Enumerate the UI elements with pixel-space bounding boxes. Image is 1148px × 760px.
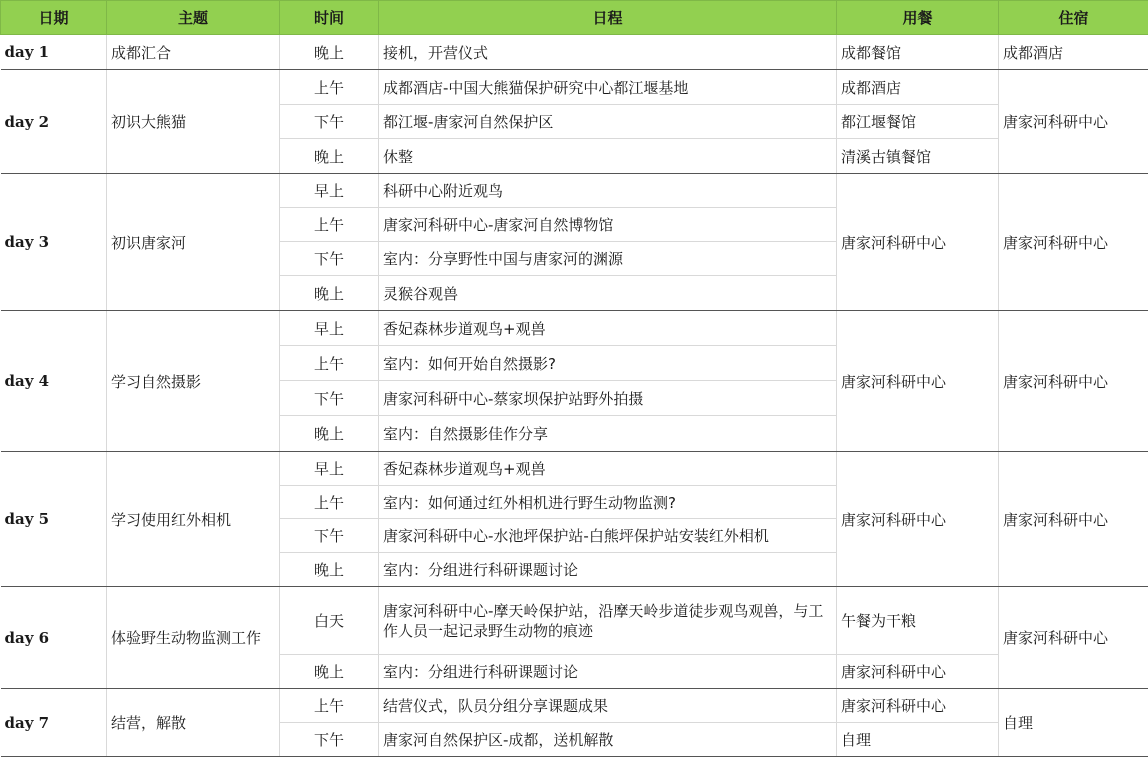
time-cell: 上午 (280, 208, 379, 242)
day-theme: 初识唐家河 (107, 174, 280, 311)
table-row (1, 587, 1148, 655)
day-theme: 学习自然摄影 (107, 311, 280, 452)
day-label: day 3 (1, 174, 107, 311)
schedule-cell: 唐家河科研中心-唐家河自然博物馆 (379, 208, 837, 242)
schedule-cell: 唐家河科研中心-水池坪保护站-白熊坪保护站安装红外相机 (379, 519, 837, 553)
lodging-cell: 唐家河科研中心 (999, 452, 1148, 587)
table-row (1, 311, 1148, 346)
time-cell: 上午 (280, 70, 379, 105)
time-cell: 下午 (280, 381, 379, 416)
meal-cell: 成都酒店 (837, 70, 999, 105)
time-cell: 下午 (280, 242, 379, 276)
table-row (1, 174, 1148, 208)
time-cell: 早上 (280, 452, 379, 486)
time-cell: 上午 (280, 486, 379, 519)
schedule-cell: 灵猴谷观兽 (379, 276, 837, 311)
schedule-cell: 室内：分组进行科研课题讨论 (379, 655, 837, 689)
time-cell: 晚上 (280, 655, 379, 689)
time-cell: 早上 (280, 311, 379, 346)
meal-cell: 唐家河科研中心 (837, 311, 999, 452)
meal-cell: 都江堰餐馆 (837, 105, 999, 139)
schedule-cell: 香妃森林步道观鸟+观兽 (379, 452, 837, 486)
header-row (1, 1, 1148, 35)
schedule-cell: 唐家河科研中心-摩天岭保护站，沿摩天岭步道徒步观鸟观兽，与工作人员一起记录野生动物的痕迹 (379, 587, 837, 655)
header-lodging: 住宿 (999, 1, 1148, 35)
table-row (1, 35, 1148, 70)
meal-cell: 自理 (837, 723, 999, 757)
day-theme: 学习使用红外相机 (107, 452, 280, 587)
time-cell: 晚上 (280, 416, 379, 452)
lodging-cell: 唐家河科研中心 (999, 311, 1148, 452)
lodging-cell: 唐家河科研中心 (999, 174, 1148, 311)
schedule-cell: 都江堰-唐家河自然保护区 (379, 105, 837, 139)
time-cell: 下午 (280, 519, 379, 553)
meal-cell: 唐家河科研中心 (837, 689, 999, 723)
header-theme: 主题 (107, 1, 280, 35)
table-row (1, 452, 1148, 486)
schedule-cell: 接机，开营仪式 (379, 35, 837, 70)
day-theme: 体验野生动物监测工作 (107, 587, 280, 689)
schedule-cell: 休整 (379, 139, 837, 174)
meal-cell: 唐家河科研中心 (837, 452, 999, 587)
time-cell: 晚上 (280, 276, 379, 311)
header-meals: 用餐 (837, 1, 999, 35)
time-cell: 上午 (280, 689, 379, 723)
meal-cell: 唐家河科研中心 (837, 655, 999, 689)
schedule-cell: 室内：如何开始自然摄影? (379, 346, 837, 381)
day-label: day 6 (1, 587, 107, 689)
schedule-cell: 成都酒店-中国大熊猫保护研究中心都江堰基地 (379, 70, 837, 105)
schedule-cell: 室内：分组进行科研课题讨论 (379, 553, 837, 587)
lodging-cell: 唐家河科研中心 (999, 587, 1148, 689)
schedule-cell: 室内：如何通过红外相机进行野生动物监测? (379, 486, 837, 519)
schedule-cell: 香妃森林步道观鸟+观兽 (379, 311, 837, 346)
day-label: day 5 (1, 452, 107, 587)
schedule-cell: 室内：自然摄影佳作分享 (379, 416, 837, 452)
time-cell: 上午 (280, 346, 379, 381)
header-schedule: 日程 (379, 1, 837, 35)
day-theme: 初识大熊猫 (107, 70, 280, 174)
schedule-cell: 唐家河自然保护区-成都，送机解散 (379, 723, 837, 757)
day-label: day 7 (1, 689, 107, 757)
table-row (1, 689, 1148, 723)
time-cell: 晚上 (280, 35, 379, 70)
schedule-cell: 室内：分享野性中国与唐家河的渊源 (379, 242, 837, 276)
meal-cell: 午餐为干粮 (837, 587, 999, 655)
time-cell: 晚上 (280, 139, 379, 174)
day-label: day 4 (1, 311, 107, 452)
time-cell: 晚上 (280, 553, 379, 587)
time-cell: 下午 (280, 723, 379, 757)
time-cell: 早上 (280, 174, 379, 208)
table-row (1, 70, 1148, 105)
schedule-cell: 结营仪式，队员分组分享课题成果 (379, 689, 837, 723)
meal-cell: 清溪古镇餐馆 (837, 139, 999, 174)
time-cell: 白天 (280, 587, 379, 655)
day-label: day 1 (1, 35, 107, 70)
schedule-cell: 唐家河科研中心-蔡家坝保护站野外拍摄 (379, 381, 837, 416)
day-theme: 结营，解散 (107, 689, 280, 757)
day-label: day 2 (1, 70, 107, 174)
header-date: 日期 (1, 1, 107, 35)
meal-cell: 唐家河科研中心 (837, 174, 999, 311)
day-theme: 成都汇合 (107, 35, 280, 70)
schedule-cell: 科研中心附近观鸟 (379, 174, 837, 208)
lodging-cell: 唐家河科研中心 (999, 70, 1148, 174)
time-cell: 下午 (280, 105, 379, 139)
header-time: 时间 (280, 1, 379, 35)
lodging-cell: 自理 (999, 689, 1148, 757)
lodging-cell: 成都酒店 (999, 35, 1148, 70)
meal-cell: 成都餐馆 (837, 35, 999, 70)
